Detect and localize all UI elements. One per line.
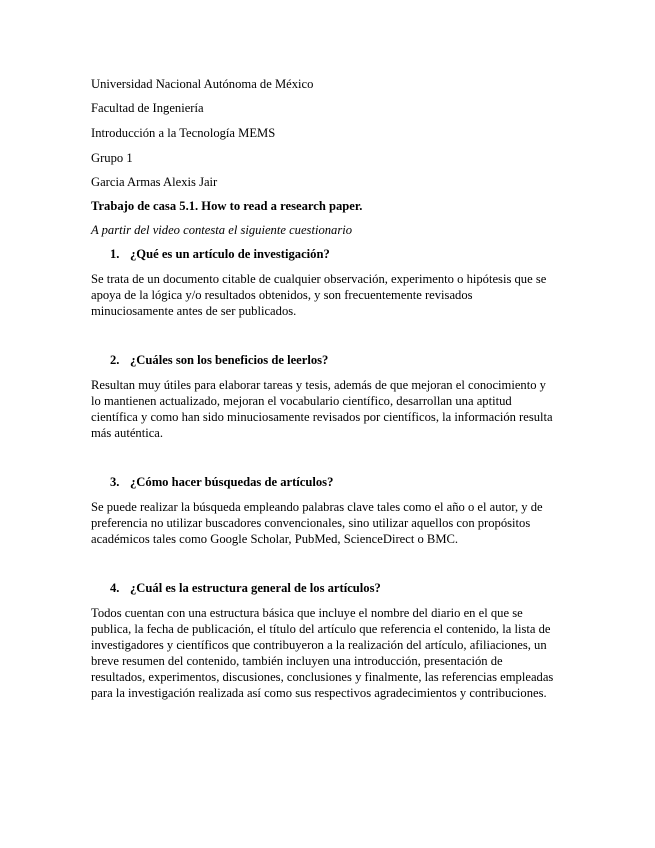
question-number: 3.: [110, 475, 120, 489]
faculty-name: Facultad de Ingeniería: [91, 101, 204, 115]
question-text: ¿Cuáles son los beneficios de leerlos?: [130, 353, 329, 367]
answer-line: minuciosamente antes de ser publicados.: [91, 304, 297, 319]
answer-line: Se puede realizar la búsqueda empleando palabras clave tales como el año o el autor, y de: [91, 500, 543, 514]
assignment-title: Trabajo de casa 5.1. How to read a research paper.: [91, 199, 363, 213]
question-number: 2.: [110, 353, 120, 367]
question-text: ¿Qué es un artículo de investigación?: [130, 247, 330, 261]
answer-line: investigadores y científicos que contribuyeron a la realización del artículo, afiliaciones, un: [91, 638, 547, 653]
answer-line: resultados, experimentos, discusiones, conclusiones y finalmente, las referencias empleadas: [91, 670, 554, 685]
instructions: A partir del video contesta el siguiente cuestionario: [91, 223, 353, 237]
answer-line: preferencia no utilizar buscadores convencionales, sino utilizar aquellos con propósitos: [91, 516, 531, 531]
answer-4: [91, 605, 571, 702]
question-heading-2: [110, 352, 328, 368]
student-name: Garcia Armas Alexis Jair: [91, 175, 218, 189]
group-name: Grupo 1: [91, 151, 133, 165]
answer-line: Resultan muy útiles para elaborar tareas y tesis, además de que mejoran el conocimiento y: [91, 378, 546, 392]
course-name: Introducción a la Tecnología MEMS: [91, 126, 276, 140]
answer-line: lo mantienen actualizado, mejoran el vocabulario científico, desarrollan una aptitud: [91, 394, 512, 409]
answer-3: [91, 499, 571, 547]
answer-line: breve resumen del contenido, también incluyen una introducción, presentación de: [91, 654, 503, 669]
answer-1: [91, 271, 571, 319]
question-text: ¿Cuál es la estructura general de los artículos?: [130, 581, 381, 595]
answer-line: Todos cuentan con una estructura básica que incluye el nombre del diario en el que se: [91, 606, 523, 620]
answer-line: publica, la fecha de publicación, el título del artículo que referencia el contenido, la lista de: [91, 622, 551, 637]
answer-2: [91, 377, 571, 441]
answer-line: Se trata de un documento citable de cualquier observación, experimento o hipótesis que se: [91, 272, 547, 286]
answer-line: apoya de la lógica y/o resultados obtenidos, y son frecuentemente revisados: [91, 288, 473, 303]
answer-line: académicos tales como Google Scholar, PubMed, ScienceDirect o BMC.: [91, 532, 459, 547]
question-number: 1.: [110, 247, 120, 261]
question-heading-3: [110, 474, 333, 490]
answer-line: científica y como han sido minuciosamente revisados por científicos, la información resulta: [91, 410, 553, 425]
question-heading-4: [110, 580, 381, 596]
answer-line: más auténtica.: [91, 426, 164, 441]
question-heading-1: [110, 246, 330, 262]
university-name: Universidad Nacional Autónoma de México: [91, 77, 314, 91]
answer-line: para la investigación realizada así como sus respectivos agradecimientos y contribuciones.: [91, 686, 547, 701]
question-text: ¿Cómo hacer búsquedas de artículos?: [130, 475, 334, 489]
question-number: 4.: [110, 581, 120, 595]
